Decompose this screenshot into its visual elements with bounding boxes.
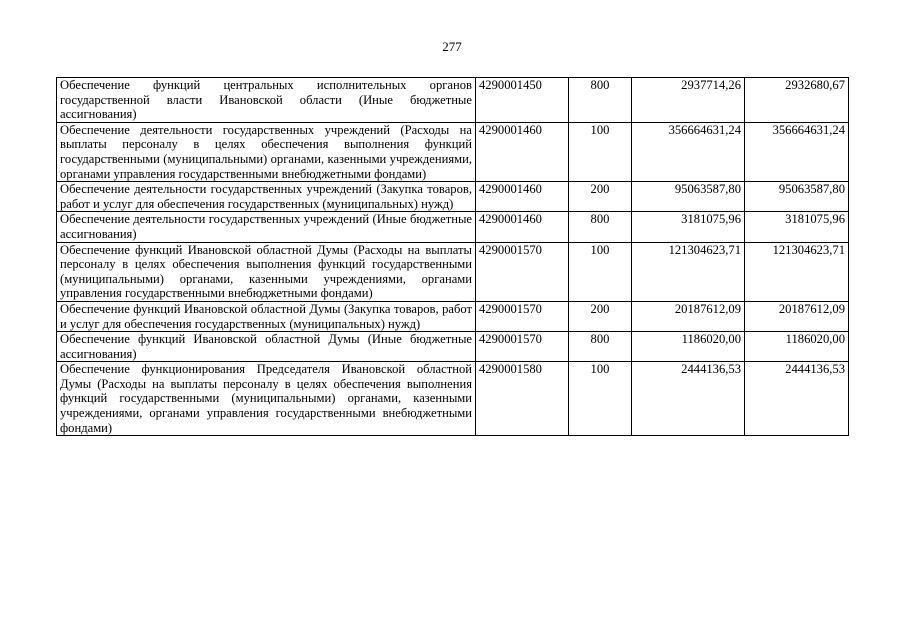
row-description: Обеспечение функций центральных исполнительных органов государственной власти Ивановской области (Иные бюджетные ассигнования)	[57, 78, 476, 123]
expense-type-code: 800	[569, 78, 632, 123]
row-description: Обеспечение деятельности государственных учреждений (Иные бюджетные ассигнования)	[57, 212, 476, 242]
budget-table	[56, 77, 849, 436]
amount-first-year: 1186020,00	[632, 332, 745, 362]
table-row	[57, 182, 849, 212]
target-article-code: 4290001570	[476, 332, 569, 362]
amount-second-year: 356664631,24	[745, 122, 849, 181]
amount-first-year: 20187612,09	[632, 301, 745, 331]
amount-first-year: 121304623,71	[632, 242, 745, 301]
table-row	[57, 212, 849, 242]
expense-type-code: 100	[569, 362, 632, 436]
amount-second-year: 20187612,09	[745, 301, 849, 331]
row-description: Обеспечение функций Ивановской областной Думы (Иные бюджетные ассигнования)	[57, 332, 476, 362]
expense-type-code: 100	[569, 242, 632, 301]
row-description: Обеспечение функций Ивановской областной Думы (Закупка товаров, работ и услуг для обеспечения государственных (муниципальных) нужд)	[57, 301, 476, 331]
table-row	[57, 362, 849, 436]
row-description: Обеспечение деятельности государственных учреждений (Закупка товаров, работ и услуг для обеспечения государственных (муниципальных) нужд)	[57, 182, 476, 212]
amount-first-year: 356664631,24	[632, 122, 745, 181]
target-article-code: 4290001580	[476, 362, 569, 436]
amount-second-year: 95063587,80	[745, 182, 849, 212]
expense-type-code: 200	[569, 182, 632, 212]
expense-type-code: 800	[569, 332, 632, 362]
target-article-code: 4290001460	[476, 212, 569, 242]
page-number: 277	[442, 39, 462, 54]
amount-first-year: 2937714,26	[632, 78, 745, 123]
amount-first-year: 95063587,80	[632, 182, 745, 212]
expense-type-code: 200	[569, 301, 632, 331]
table-row	[57, 242, 849, 301]
amount-second-year: 3181075,96	[745, 212, 849, 242]
amount-second-year: 2444136,53	[745, 362, 849, 436]
row-description: Обеспечение функций Ивановской областной Думы (Расходы на выплаты персоналу в целях обеспечения выполнения функций государственными (муниципальными) органами, казенными учреждениями, органами управления государственными внебюджетными фондами)	[57, 242, 476, 301]
amount-second-year: 121304623,71	[745, 242, 849, 301]
table-row	[57, 332, 849, 362]
amount-second-year: 1186020,00	[745, 332, 849, 362]
target-article-code: 4290001460	[476, 122, 569, 181]
target-article-code: 4290001450	[476, 78, 569, 123]
amount-first-year: 2444136,53	[632, 362, 745, 436]
row-description: Обеспечение функционирования Председателя Ивановской областной Думы (Расходы на выплаты персоналу в целях обеспечения выполнения функций государственными (муниципальными) органами, казенными учреждениями, органами управления государственными внебюджетными фондами)	[57, 362, 476, 436]
table-row	[57, 122, 849, 181]
expense-type-code: 800	[569, 212, 632, 242]
row-description: Обеспечение деятельности государственных учреждений (Расходы на выплаты персоналу в целях обеспечения выполнения функций государственными (муниципальными) органами, казенными учреждениями, органами управления государственными внебюджетными фондами)	[57, 122, 476, 181]
amount-first-year: 3181075,96	[632, 212, 745, 242]
table-row	[57, 301, 849, 331]
amount-second-year: 2932680,67	[745, 78, 849, 123]
target-article-code: 4290001570	[476, 242, 569, 301]
target-article-code: 4290001460	[476, 182, 569, 212]
table-row	[57, 78, 849, 123]
target-article-code: 4290001570	[476, 301, 569, 331]
expense-type-code: 100	[569, 122, 632, 181]
